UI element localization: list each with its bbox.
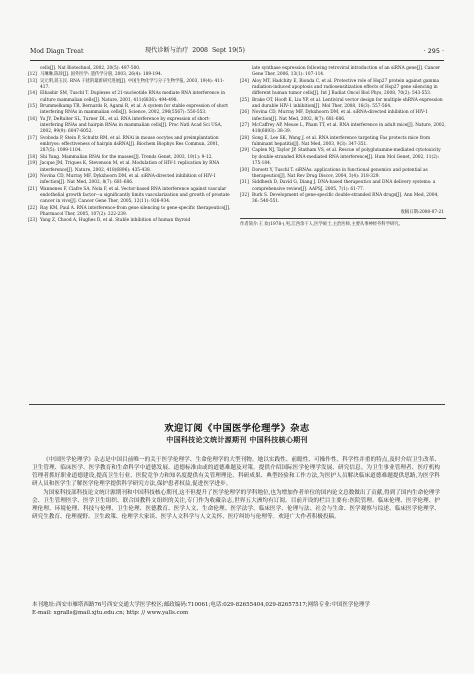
reference-entry [240, 66, 446, 79]
running-header [30, 44, 444, 61]
reference-text: Yang Z, Chood A, Hughes D, et al. Stable inhibition of human thyroid [40, 218, 191, 224]
reference-number: [31] [240, 180, 249, 186]
reference-number: [16] [28, 116, 37, 122]
reference-column-right [240, 66, 446, 228]
reference-text: 吴元明,蒋玉民. RNA 干扰的最新研究进展[J]. 中国生物化学与分子生物学报, 2003, 19(4): 411-417. [40, 78, 225, 91]
reference-text: Jacque JM, Triques K, Stevenson M, et al. Modulation of HIV-1 replication by RNA interference[J]. Nature, 2002, 418(6896): 435-438. [40, 161, 220, 173]
reference-entry [28, 218, 233, 224]
reference-number: [29] [240, 148, 249, 154]
reference-text: Burk S. Development of gene-specific double-stranded RNA drugs[J]. Ann Med, 2004, 36: 540-551. [252, 192, 439, 205]
section-divider [29, 404, 445, 405]
reference-entry [240, 110, 446, 123]
reference-number: [32] [240, 192, 249, 198]
reference-number: [23] [28, 218, 37, 224]
reference-text: Song E, Lee SK, Wang J, et al. RNA interference targeting Fas protects mice from fulminant hepatitis[J]. Nat Med, 2003, 9(3): 347-351. [252, 135, 431, 148]
reference-number: [20] [28, 173, 37, 179]
reference-number: [21] [28, 186, 37, 192]
advert-paragraph: 《中国医学伦理学》杂志是中国目前唯一的关于医学伦理学、生命伦理学的大型刊物。她以实践性、前瞻性、可操作性、科学性并重的特点,及时介绍卫生改革、卫生管理、临床医学、医学教育和生命科学中道德发展、道德标准由或的道德难题及对策。提供介绍国际医学伦理学发展、研究信息。为卫生事业管理者、医疗机构管理者抓好职业道德建设,提高卫生行业、医院竞争力和知名度提供有关管理理论、科研成果、典型经验和工作方法,为医护人员解决临床道德难题提供思路,为医学科研人员和医学生了解医学伦理学提供科学研究方法,保护患者权益,促进医学进步。 [32, 457, 440, 488]
reference-text: Novina CD, Murray MF, Dykxhoorn DM, et al. siRNA-directed inhibition of HIV-1 infection[J]. Nat Med, 2002, 8(7): 681-686. [252, 110, 428, 122]
reference-number: [12] [28, 72, 37, 78]
reference-entry [28, 136, 233, 155]
reference-entry [240, 123, 446, 136]
reference-entry [240, 79, 446, 98]
reference-number: [26] [240, 110, 249, 116]
header-issue: Sept 19(5) [211, 47, 245, 54]
reference-entry [240, 148, 446, 167]
reference-entry [28, 104, 233, 117]
advert-subtitle: 中国科技论文统计源期刊 中国科技核心期刊 [166, 436, 308, 444]
advert-body [32, 456, 440, 522]
advert-title: 欢迎订阅《中国医学伦理学》杂志 [164, 423, 310, 434]
reference-column-left [28, 66, 233, 225]
reference-text: Siddhesh D, David G, Diang J. DNA-based therapeutics and DNA delivery systems: a comprehensive review[J]. AAPSJ, 2005, 7(1): 61-77. [252, 180, 436, 192]
page-number: · 295 · [423, 47, 444, 55]
reference-number: [25] [240, 97, 249, 103]
reference-text: Elbashir SM, Tuschl T. Duplexes of 21-nucleotide RNAs mediate RNA interference in culture mammalian cells[J]. Nature, 2001, 411(6836): 494-498. [40, 91, 225, 103]
advert-paragraph: 为国家科技部科技论文统计源期刊和中国科技核心期刊,这不但提升了医学伦理学的学科地位,也为增加作者单位的国内论文总数做出了贡献,得到了国内生命伦理学会、卫生管理医学、医学卫生组织、联合国教科文组织的关注,专门作为收藏杂志,世界五大洲均有订阅。目前开设的栏目主要有:医院管理、临床伦理、医学伦理、护理伦理、环境伦理、科技与伦理、卫生伦理、医德教育、医学人文、生命伦理、医学法学、临床医学、伦理与法、社会与生命、医学观察与综述、临床医学伦理学、研究生教育、伦理视野、卫生政策、伦理学大家谈、医学人文科学与人文关怀、医疗纠纷与伦理等。欢迎广大作者积极投稿。 [32, 489, 440, 521]
reference-entry [240, 136, 446, 149]
reference-text: Shi Yang. Mammalian RNAi for the masses[J]. Trends Genet, 2003, 19(1): 9-12. [40, 154, 213, 160]
reference-entry [28, 117, 233, 136]
contact-address: 本刊地址:西安市雁塔西路76号西安交通大学医学校区;邮政编码:710061;电话:029-82655404,029-82657517;网络专业:中国医学伦理学 [32, 602, 370, 608]
reference-text: McCaffrey AP, Meuse L, Pham TT, et al. RNA interference in adult mice[J]. Nature, 2002, 418(6893): 38-39. [252, 123, 446, 135]
reference-number: [17] [28, 135, 37, 141]
reference-text: cells[J]. Nat Biotechnol, 2002, 20(5): 497-500. [40, 66, 141, 71]
advert-contact [32, 601, 440, 617]
reference-entry [28, 187, 233, 206]
reference-text: Ray KM, Paul A. RNA interference-from gene silencing to gene-specific therapeutics[J]. Pharmacol Ther, 2005, 107(2): 222-239. [40, 205, 231, 217]
reference-text: Brake OT, Hooft K, Liu YP, et al. Lentiviral vector design for multiple shRNA expression and durable HIV-1 inhibition[J]. Mol Ther, 2008, 16(3): 557-564. [252, 97, 443, 110]
reference-entry [240, 98, 446, 111]
reference-text: Wannenes F, Ciafre SA, Nola F, et al. Vector-based RNA interference against vascular endothelial growth factor—a significantly limits vascularization and growth of prostate cancer in vivo[J]. Cancer Gene Ther, 2005, 12(11): 926-934. [40, 186, 230, 205]
reference-number: [22] [28, 205, 37, 211]
author-note: 作者简介:王 欢(1978-),男,江西余干人,医学硕士,主治医师,主要从事神经外科学研究。 [240, 218, 446, 228]
reference-entry [240, 168, 446, 181]
reference-number: [14] [28, 91, 37, 97]
reference-number: [19] [28, 161, 37, 167]
reference-entry [28, 161, 233, 174]
reference-text: Brummelkamp TR, Bernards R, Agami R, et al. A system for stable expression of short interfering RNAs in mammalian cells[J]. Science, 2002, 296(5567): 550-553. [40, 104, 229, 116]
header-year: 2008 [192, 47, 208, 54]
reference-list-right [240, 66, 446, 206]
reference-text: 马琳琳,陈珍[J]. 国外医学: 遗传学分册, 2003, 26(4): 189-194. [40, 72, 163, 78]
reference-entry [240, 180, 446, 193]
reference-entry [240, 193, 446, 206]
reference-number: [24] [240, 78, 249, 84]
reference-number: [27] [240, 123, 249, 129]
reference-entry [28, 79, 233, 92]
reference-text: Svoboda P, Stein P, Schultz RM, et al. RNAi in mouse oocytes and preimplantation embryos: effectiveness of hairpin dsRNA[J]. Biochem Biophys Res Commun, 2001, 287(5): 1099-1104. [40, 135, 220, 154]
reference-entry [28, 91, 233, 104]
reference-text: Aloy MT, Hadchity E, Bionda C, et al. Protective role of Hsp27 protein against gamma radiation-induced apoptosis and radiosensitization effects of Hsp27 gene silencing in different human tumor cells[J]. Int J Radiat Oncol Biol Phys, 2008, 70(2): 543-553. [252, 78, 440, 97]
reference-text: iate synthase expression following retroviral introduction of an siRNA gene[J]. Cancer Gene Ther, 2006, 13(1): 107-114. [252, 66, 441, 78]
journal-title-cn: 现代诊断与治疗 [145, 47, 189, 54]
reference-number [240, 66, 252, 79]
reference-number: [28] [240, 135, 249, 141]
reference-number: [13] [28, 78, 37, 84]
reference-text: Yu JY, DeRuiter SL, Turner DL, et al. RNA interference by expression of short-interfering RNAs and hairpin RNAs in mammalian cells[J]. Proc Natl Acad Sci USA, 2002, 99(9): 6047-6052. [40, 116, 223, 135]
reference-number: [18] [28, 154, 37, 160]
reference-entry [28, 174, 233, 187]
header-center [145, 45, 245, 54]
reference-number: [15] [28, 104, 37, 110]
journal-title-en: Mod Diagn Treat [30, 47, 84, 55]
reference-number: [30] [240, 167, 249, 173]
contact-web: E-mail: xgralls@mail.xjtu.edu.cn; http: // www.yalls.com [32, 610, 189, 617]
reference-text: Caplen NJ, Taylor JP, Statham VS, et al. Rescue of polyglutamine-mediated cytotoxicity by double-stranded RNA-mediated RNA interference[J]. Hum Mol Genet, 2002, 11(2): 175-184. [252, 148, 441, 167]
reference-text: Dorsett Y, Tuschl T. siRNAs: applications in functional genomics and potential as therapeutics[J]. Nat Rev Drug Discov, 2004, 3(4): 318-329. [252, 167, 428, 179]
reference-text: Novina CD, Murray MF, Dykxhoorn DM, et al. siRNA-directed inhibition of HIV-1 infection[J]. Nat Med, 2002, 8(7): 681-686. [40, 173, 216, 186]
reference-entry [28, 206, 233, 219]
received-date: 收稿日期:2008-07-21 [400, 209, 444, 215]
